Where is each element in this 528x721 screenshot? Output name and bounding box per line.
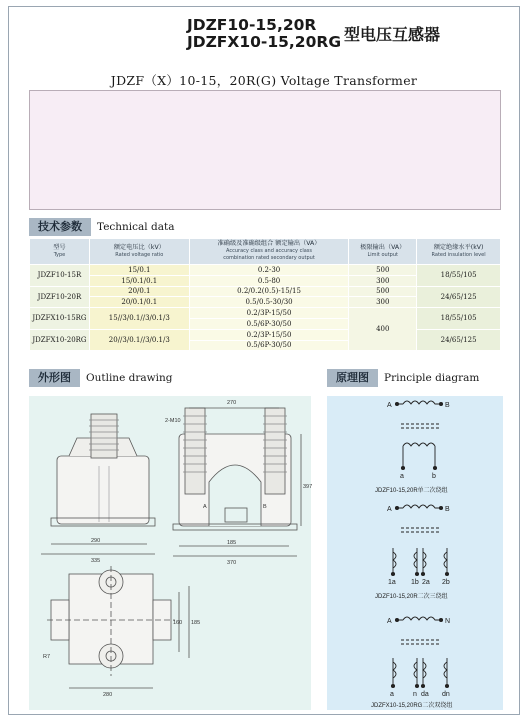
- cell-ratio: 20//3/0.1//3/0.1/3: [89, 329, 189, 351]
- cell-insulation: 18/55/105: [417, 308, 501, 330]
- cell-accuracy: 0.5/6P-30/50: [189, 318, 349, 329]
- d2-terminal-2b: 2b: [442, 579, 450, 586]
- product-sheet: [8, 6, 520, 715]
- d1-terminal-a: a: [400, 473, 404, 480]
- product-title: [9, 17, 519, 51]
- bottom-view: [47, 566, 189, 688]
- product-photo-placeholder: [29, 90, 501, 210]
- dual-secondary-diagram: [391, 505, 448, 576]
- cell-insulation: 24/65/125: [417, 286, 501, 308]
- d2-terminal-1a: 1a: [388, 579, 396, 586]
- dim-280: 280: [103, 692, 113, 698]
- cell-limit: 400: [349, 308, 417, 351]
- dim-185: 185: [227, 540, 237, 546]
- d3-terminal-A: A: [387, 618, 392, 625]
- terminal-b-label: B: [263, 504, 267, 510]
- outline-drawing-label: Outline drawing: [86, 372, 173, 384]
- header-voltage-ratio: 额定电压比（kV） Rated voltage ratio: [89, 239, 189, 265]
- d1-caption: JDZF10-15,20R单二次绕组: [375, 488, 448, 494]
- technical-data-table: [29, 238, 501, 351]
- cell-ratio: 20/0.1/0.1: [89, 297, 189, 308]
- d1-terminal-A: A: [387, 402, 392, 409]
- d2-caption: JDZF10-15,20R二次三绕组: [375, 594, 448, 600]
- cell-insulation: 24/65/125: [417, 329, 501, 351]
- technical-data-tag: 技术参数: [29, 218, 91, 236]
- technical-data-heading: [29, 218, 174, 236]
- dim-370: 370: [227, 560, 237, 566]
- double-secondary-diagram: [391, 617, 451, 688]
- table-row: [30, 265, 501, 276]
- d3-terminal-da: da: [421, 691, 429, 698]
- table-header-row: [30, 239, 501, 265]
- cell-accuracy: 0.2-30: [189, 265, 349, 276]
- header-accuracy: 准确级及准确级组合 额定输出（VA） Accuracy class and accuracy class combination rated secondary output: [189, 239, 349, 265]
- front-view: [173, 408, 301, 556]
- d2-terminal-1b: 1b: [411, 579, 419, 586]
- title-line-2: JDZFX10-15,20RG: [186, 33, 342, 51]
- outline-drawing: [29, 396, 311, 710]
- cell-limit: 300: [349, 275, 417, 286]
- cell-type: JDZF10-15R: [30, 265, 90, 287]
- dim-335: 335: [91, 558, 101, 564]
- dim-185b: 185: [191, 620, 201, 626]
- d2-terminal-B: B: [445, 506, 450, 513]
- d1-terminal-b: b: [432, 473, 436, 480]
- title-line-1: JDZF10-15,20R: [186, 16, 317, 34]
- cell-accuracy: 0.2/3P-15/50: [189, 329, 349, 340]
- dim-270: 270: [227, 400, 237, 406]
- principle-diagram-panel: [327, 396, 503, 710]
- cell-accuracy: 0.2/0.2(0.5)-15/15: [189, 286, 349, 297]
- terminal-a-label: A: [203, 504, 207, 510]
- cell-ratio: 15/0.1: [89, 265, 189, 276]
- dim-290: 290: [91, 538, 101, 544]
- d3-terminal-dn: dn: [442, 691, 450, 698]
- title-chinese: 型电压互感器: [344, 25, 441, 44]
- dim-r7: R7: [43, 654, 51, 660]
- cell-ratio: 15/0.1/0.1: [89, 275, 189, 286]
- principle-diagram-label: Principle diagram: [384, 372, 480, 384]
- outline-drawing-panel: [29, 396, 311, 710]
- outline-drawing-heading: [29, 369, 172, 387]
- cell-limit: 300: [349, 297, 417, 308]
- cell-accuracy: 0.5/0.5-30/30: [189, 297, 349, 308]
- dim-160: 160: [173, 620, 183, 626]
- dim-2m10: 2-M10: [165, 418, 181, 424]
- cell-ratio: 15//3/0.1//3/0.1/3: [89, 308, 189, 330]
- technical-data-label: Technical data: [97, 221, 175, 233]
- principle-diagram: [327, 396, 503, 710]
- header-insulation: 额定绝缘水平(kV) Rated insulation level: [417, 239, 501, 265]
- dim-397: 397: [303, 484, 313, 490]
- cell-type: JDZFX10-20RG: [30, 329, 90, 351]
- product-subtitle: JDZF（X）10-15，20R(G) Voltage Transformer: [110, 73, 418, 88]
- cell-limit: 500: [349, 265, 417, 276]
- cell-type: JDZFX10-15RG: [30, 308, 90, 330]
- principle-diagram-tag: 原理图: [327, 369, 378, 387]
- d2-terminal-A: A: [387, 506, 392, 513]
- cell-insulation: 18/55/105: [417, 265, 501, 287]
- d3-terminal-a: a: [390, 691, 394, 698]
- principle-diagram-heading: [327, 369, 479, 387]
- cell-type: JDZF10-20R: [30, 286, 90, 308]
- table-row: [30, 308, 501, 319]
- header-type: 型号 Type: [30, 239, 90, 265]
- single-secondary-diagram: [395, 401, 442, 470]
- cell-accuracy: 0.2/3P-15/50: [189, 308, 349, 319]
- outline-drawing-tag: 外形图: [29, 369, 80, 387]
- cell-accuracy: 0.5/6P-30/50: [189, 340, 349, 351]
- cell-accuracy: 0.5-80: [189, 275, 349, 286]
- side-view: [41, 414, 155, 554]
- table-row: [30, 286, 501, 297]
- cell-ratio: 20/0.1: [89, 286, 189, 297]
- header-limit-output: 极限输出（VA） Limit output: [349, 239, 417, 265]
- d2-terminal-2a: 2a: [422, 579, 430, 586]
- d3-terminal-N: N: [445, 618, 451, 625]
- cell-limit: 500: [349, 286, 417, 297]
- table-row: [30, 329, 501, 340]
- d3-terminal-n: n: [413, 691, 417, 698]
- d3-caption: JDZFX10-15,20RG二次双绕组: [371, 703, 453, 709]
- d1-terminal-B: B: [445, 402, 450, 409]
